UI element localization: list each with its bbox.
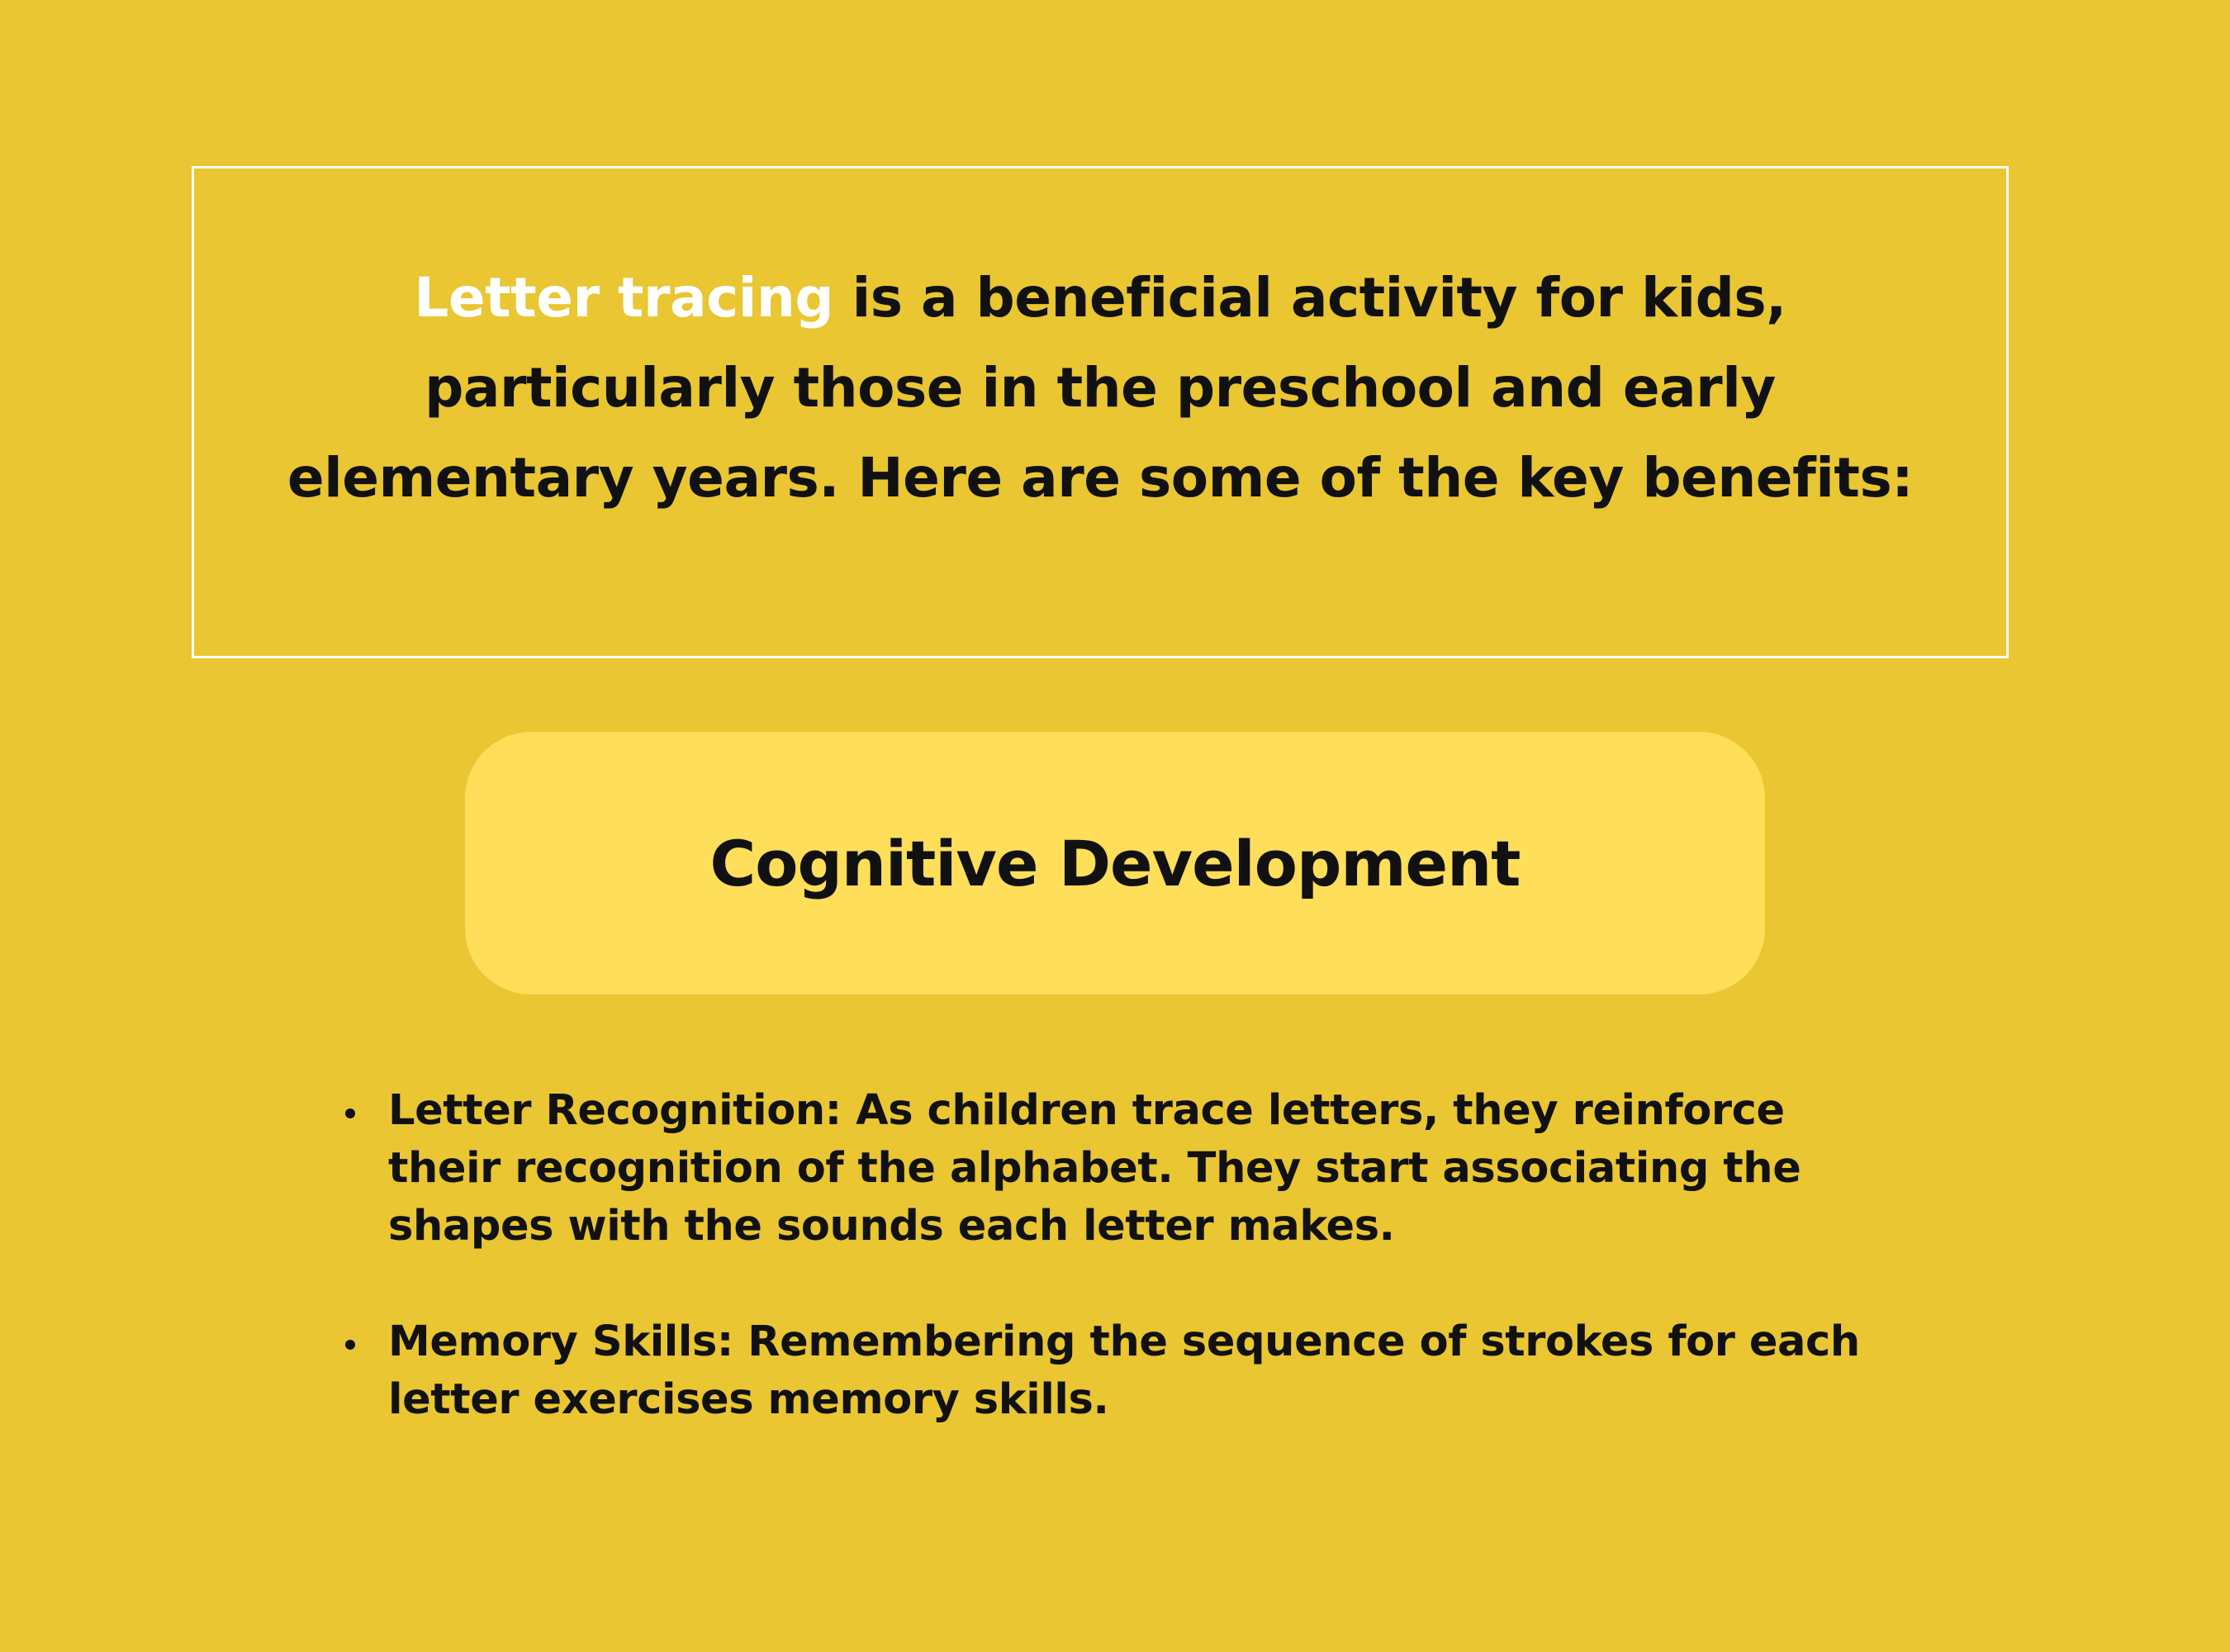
section-header-pill xyxy=(465,732,1765,995)
bullet-icon xyxy=(345,1108,355,1118)
benefit-item xyxy=(339,1082,1908,1256)
bullet-icon xyxy=(345,1340,355,1350)
benefit-text: Memory Skills: Remembering the sequence of strokes for each letter exercises memory skills. xyxy=(388,1317,1860,1424)
section-title: Cognitive Development xyxy=(709,826,1521,900)
benefit-text: Letter Recognition: As children trace letters, they reinforce their recognition of the alphabet. They start associating the shapes with the sounds each letter makes. xyxy=(388,1086,1801,1251)
intro-paragraph xyxy=(194,253,2006,572)
benefit-item xyxy=(339,1313,1908,1429)
intro-text: is a beneficial activity for kids, particularly those in the preschool and early elementary years. Here are some of the key benefits: xyxy=(287,265,1914,510)
intro-highlight: Letter tracing xyxy=(414,265,834,330)
intro-box xyxy=(192,166,2009,658)
benefit-list xyxy=(339,1082,1908,1487)
